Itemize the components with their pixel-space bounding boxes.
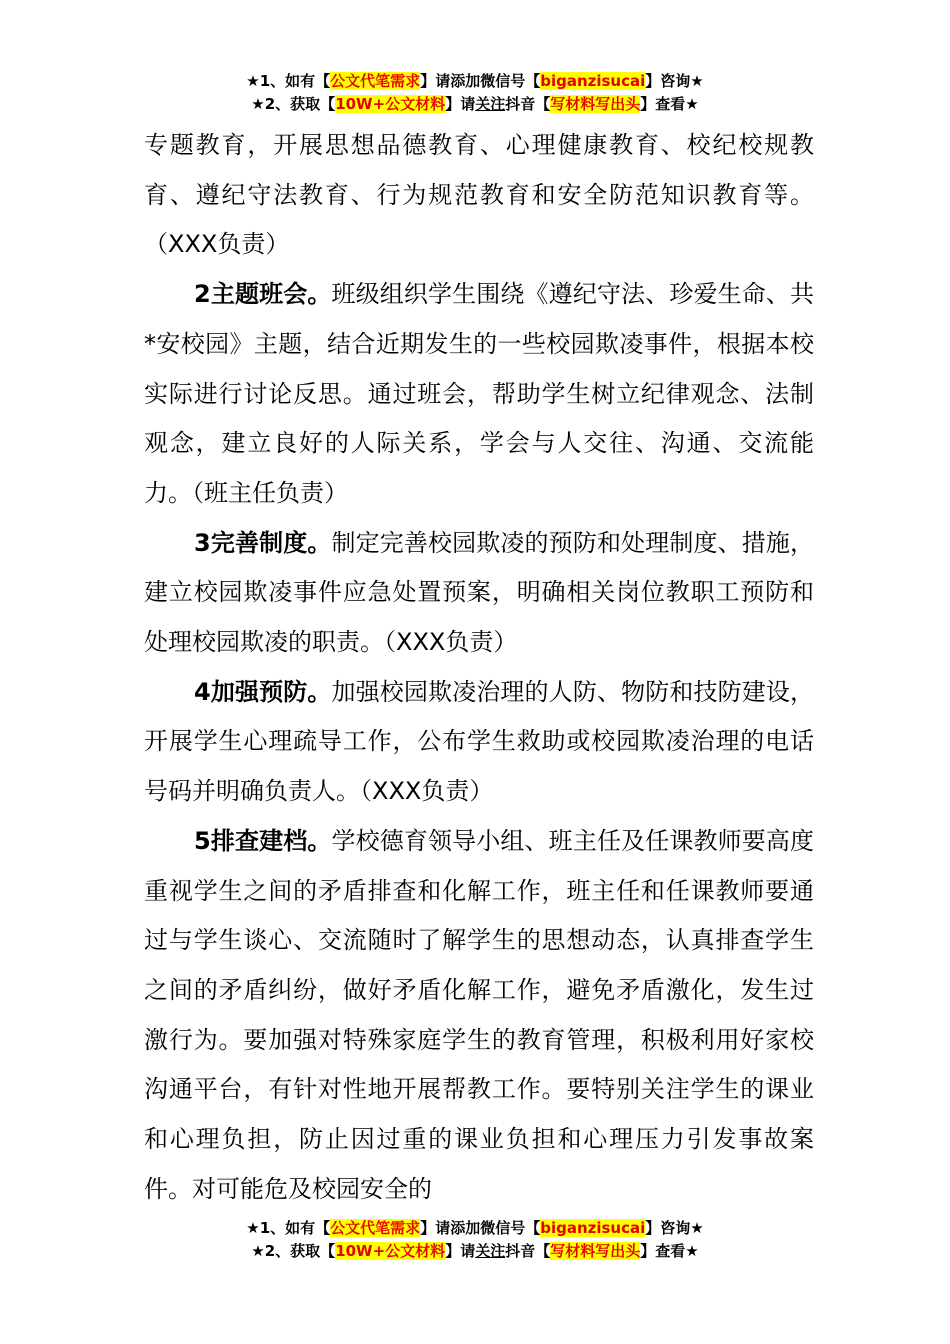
paragraph (144, 817, 814, 1215)
banner-highlight-materials: 10W+公文材料 (335, 95, 446, 113)
banner-highlight-wechat: biganzisucai (540, 1219, 646, 1237)
paragraph-text: 学校德育领导小组、班主任及任课教师要高度重视学生之间的矛盾排查和化解工作，班主任和任课教师要通过与学生谈心、交流随时了解学生的思想动态，认真排查学生之间的矛盾纠纷，做好矛盾化解工作，避免矛盾激化，发生过激行为。要加强对特殊家庭学生的教育管理，积极利用好家校沟通平台，有针对性地开展帮教工作。要特别关注学生的课业和心理负担，防止因过重的课业负担和心理压力引发事故案件。对可能危及校园安全的 (144, 826, 815, 1203)
banner-highlight-account: 写材料写出头 (550, 95, 641, 113)
paragraph-text: 专题教育，开展思想品德教育、心理健康教育、校纪校规教育、遵纪守法教育、行为规范教育和安全防范知识教育等。（XXX负责） (144, 131, 814, 259)
paragraph-heading: 2主题班会。 (194, 280, 332, 309)
banner-line-2: ★2、获取【10W+公文材料】请关注抖音【写材料写出头】查看★ (251, 95, 699, 113)
paragraph-heading: 4加强预防。 (194, 677, 332, 706)
document-body (144, 121, 814, 1214)
banner-highlight-need: 公文代笔需求 (330, 1219, 421, 1237)
paragraph-heading: 5排查建档。 (194, 826, 332, 855)
banner-underline-follow: 关注 (475, 1242, 506, 1260)
banner-line-1: ★1、如有【公文代笔需求】请添加微信号【biganzisucai】咨询★ (246, 1219, 704, 1237)
banner-line-1: ★1、如有【公文代笔需求】请添加微信号【biganzisucai】咨询★ (246, 72, 704, 90)
banner-underline-follow: 关注 (475, 95, 506, 113)
paragraph (144, 668, 814, 817)
paragraph (144, 270, 814, 519)
paragraph (144, 519, 814, 668)
footer-banner (0, 1217, 950, 1263)
banner-line-2: ★2、获取【10W+公文材料】请关注抖音【写材料写出头】查看★ (251, 1242, 699, 1260)
banner-highlight-account: 写材料写出头 (550, 1242, 641, 1260)
paragraph-text: 班级组织学生围绕《遵纪守法、珍爱生命、共*安校园》主题，结合近期发生的一些校园欺凌事件，根据本校实际进行讨论反思。通过班会，帮助学生树立纪律观念、法制观念，建立良好的人际关系，学会与人交往、沟通、交流能力。（班主任负责） (144, 280, 815, 507)
banner-highlight-need: 公文代笔需求 (330, 72, 421, 90)
paragraph-heading: 3完善制度。 (194, 528, 332, 557)
paragraph-text: 加强校园欺凌治理的人防、物防和技防建设，开展学生心理疏导工作，公布学生救助或校园欺凌治理的电话号码并明确负责人。（XXX负责） (144, 677, 815, 806)
banner-highlight-wechat: biganzisucai (540, 72, 646, 90)
header-banner (0, 70, 950, 116)
paragraph (144, 121, 814, 270)
banner-highlight-materials: 10W+公文材料 (335, 1242, 446, 1260)
paragraph-text: 制定完善校园欺凌的预防和处理制度、措施，建立校园欺凌事件应急处置预案，明确相关岗位教职工预防和处理校园欺凌的职责。（XXX负责） (144, 528, 815, 657)
